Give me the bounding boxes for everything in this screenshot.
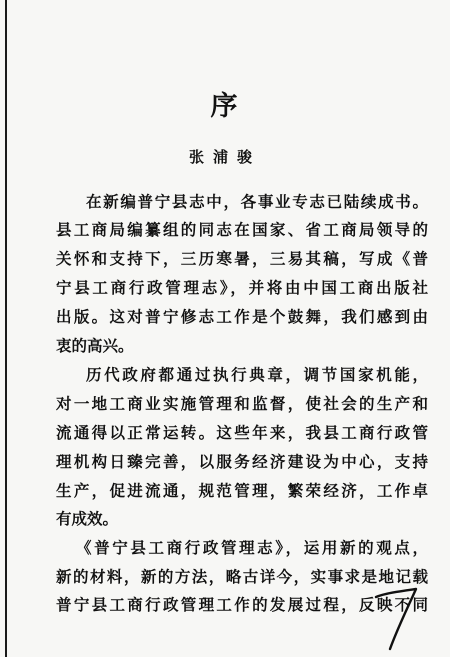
text-line: 关怀和支持下，三历寒暑，三易其稿，写成《普: [56, 249, 428, 268]
text-line: 对一地工商业实施管理和监督，使社会的生产和: [56, 394, 428, 413]
text-line: 宁县工商行政管理志》，并将由中国工商出版社: [56, 278, 428, 297]
author-name: 张浦骏: [188, 148, 261, 166]
handwritten-page-number: [368, 583, 428, 653]
text-line: 衷的高兴。: [56, 336, 134, 355]
text-line: 历代政府都通过执行典章，调节国家机能，: [86, 365, 428, 384]
text-line: 《普宁县工商行政管理志》，运用新的观点，: [76, 538, 428, 557]
text-line: 县工商局编纂组的同志在国家、省工商局领导的: [56, 220, 428, 239]
text-line: 新的材料，新的方法，略古详今，实事求是地记载: [56, 567, 428, 586]
page-title: 序: [210, 91, 240, 122]
text-line: 出版。这对普宁修志工作是个鼓舞，我们感到由: [56, 307, 428, 326]
text-line: 在新编普宁县志中，各事业专志已陆续成书。: [86, 192, 428, 211]
text-line: 流通得以正常运转。这些年来，我县工商行政管: [56, 423, 428, 442]
text-line: 普宁县工商行政管理工作的发展过程，反映不同: [56, 595, 428, 614]
text-line: 有成效。: [56, 509, 119, 528]
text-line: 生产，促进流通，规范管理，繁荣经济，工作卓: [56, 481, 428, 500]
text-line: 理机构日臻完善，以服务经济建设为中心，支持: [56, 452, 428, 471]
